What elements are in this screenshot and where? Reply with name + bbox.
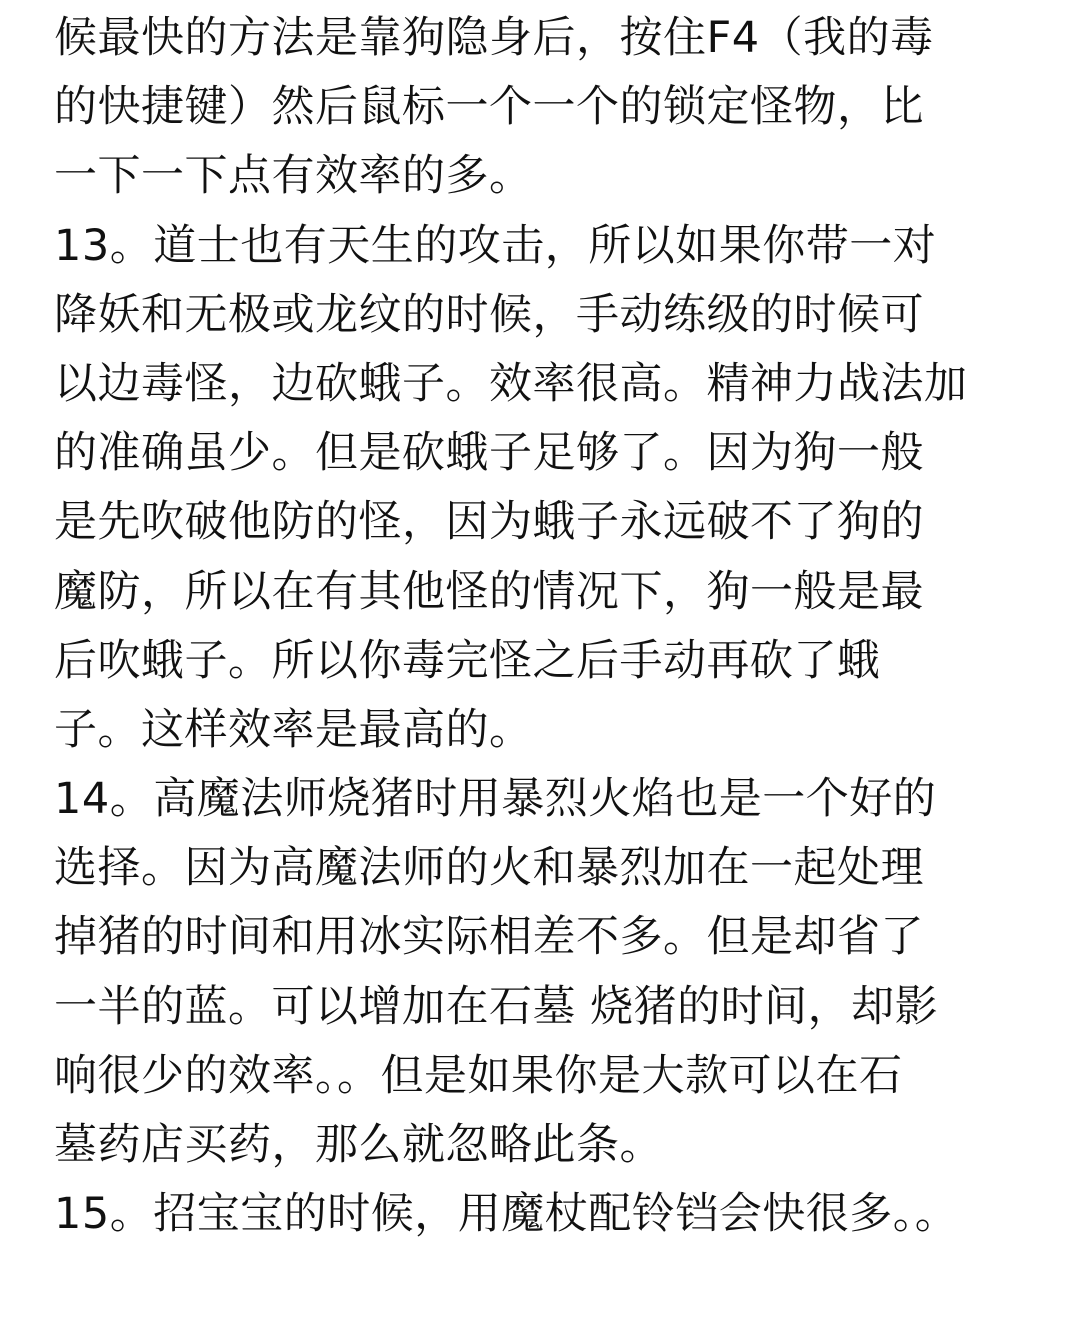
text-line-9: 魔防，所以在有其他怪的情况下，狗一般是最 [54,566,924,617]
text-line-14: 掉猪的时间和用冰实际相差不多。但是却省了 [54,912,924,963]
text-line-6: 以边毒怪，边砍蛾子。效率很高。精神力战法加 [54,358,968,409]
text-line-16: 响很少的效率。。但是如果你是大款可以在石 [54,1050,903,1101]
text-line-4: 13。道士也有天生的攻击，所以如果你带一对 [54,220,937,271]
text-line-15: 一半的蓝。可以增加在石墓 烧猪的时间，却影 [54,981,939,1032]
text-line-8: 是先吹破他防的怪，因为蛾子永远破不了狗的 [54,497,924,548]
text-line-1: 候最快的方法是靠狗隐身后，按住F4（我的毒 [54,13,934,63]
text-line-5: 降妖和无极或龙纹的时候，手动练级的时候可 [54,289,924,340]
text-line-10: 后吹蛾子。所以你毒完怪之后手动再砍了蛾 [54,635,881,686]
text-line-7: 的准确虽少。但是砍蛾子足够了。因为狗一般 [54,428,924,479]
text-line-17: 墓药店买药，那么就忽略此条。 [54,1120,663,1170]
text-line-13: 选择。因为高魔法师的火和暴烈加在一起处理 [54,843,924,894]
text-line-12: 14。高魔法师烧猪时用暴烈火焰也是一个好的 [54,774,937,825]
text-line-2: 的快捷键）然后鼠标一个一个的锁定怪物，比 [54,82,924,133]
document-text [54,4,1034,1249]
text-line-11: 子。这样效率是最高的。 [54,704,533,755]
text-line-18: 15。招宝宝的时候，用魔杖配铃铛会快很多。。 [54,1189,959,1240]
text-line-3: 一下一下点有效率的多。 [54,151,533,202]
